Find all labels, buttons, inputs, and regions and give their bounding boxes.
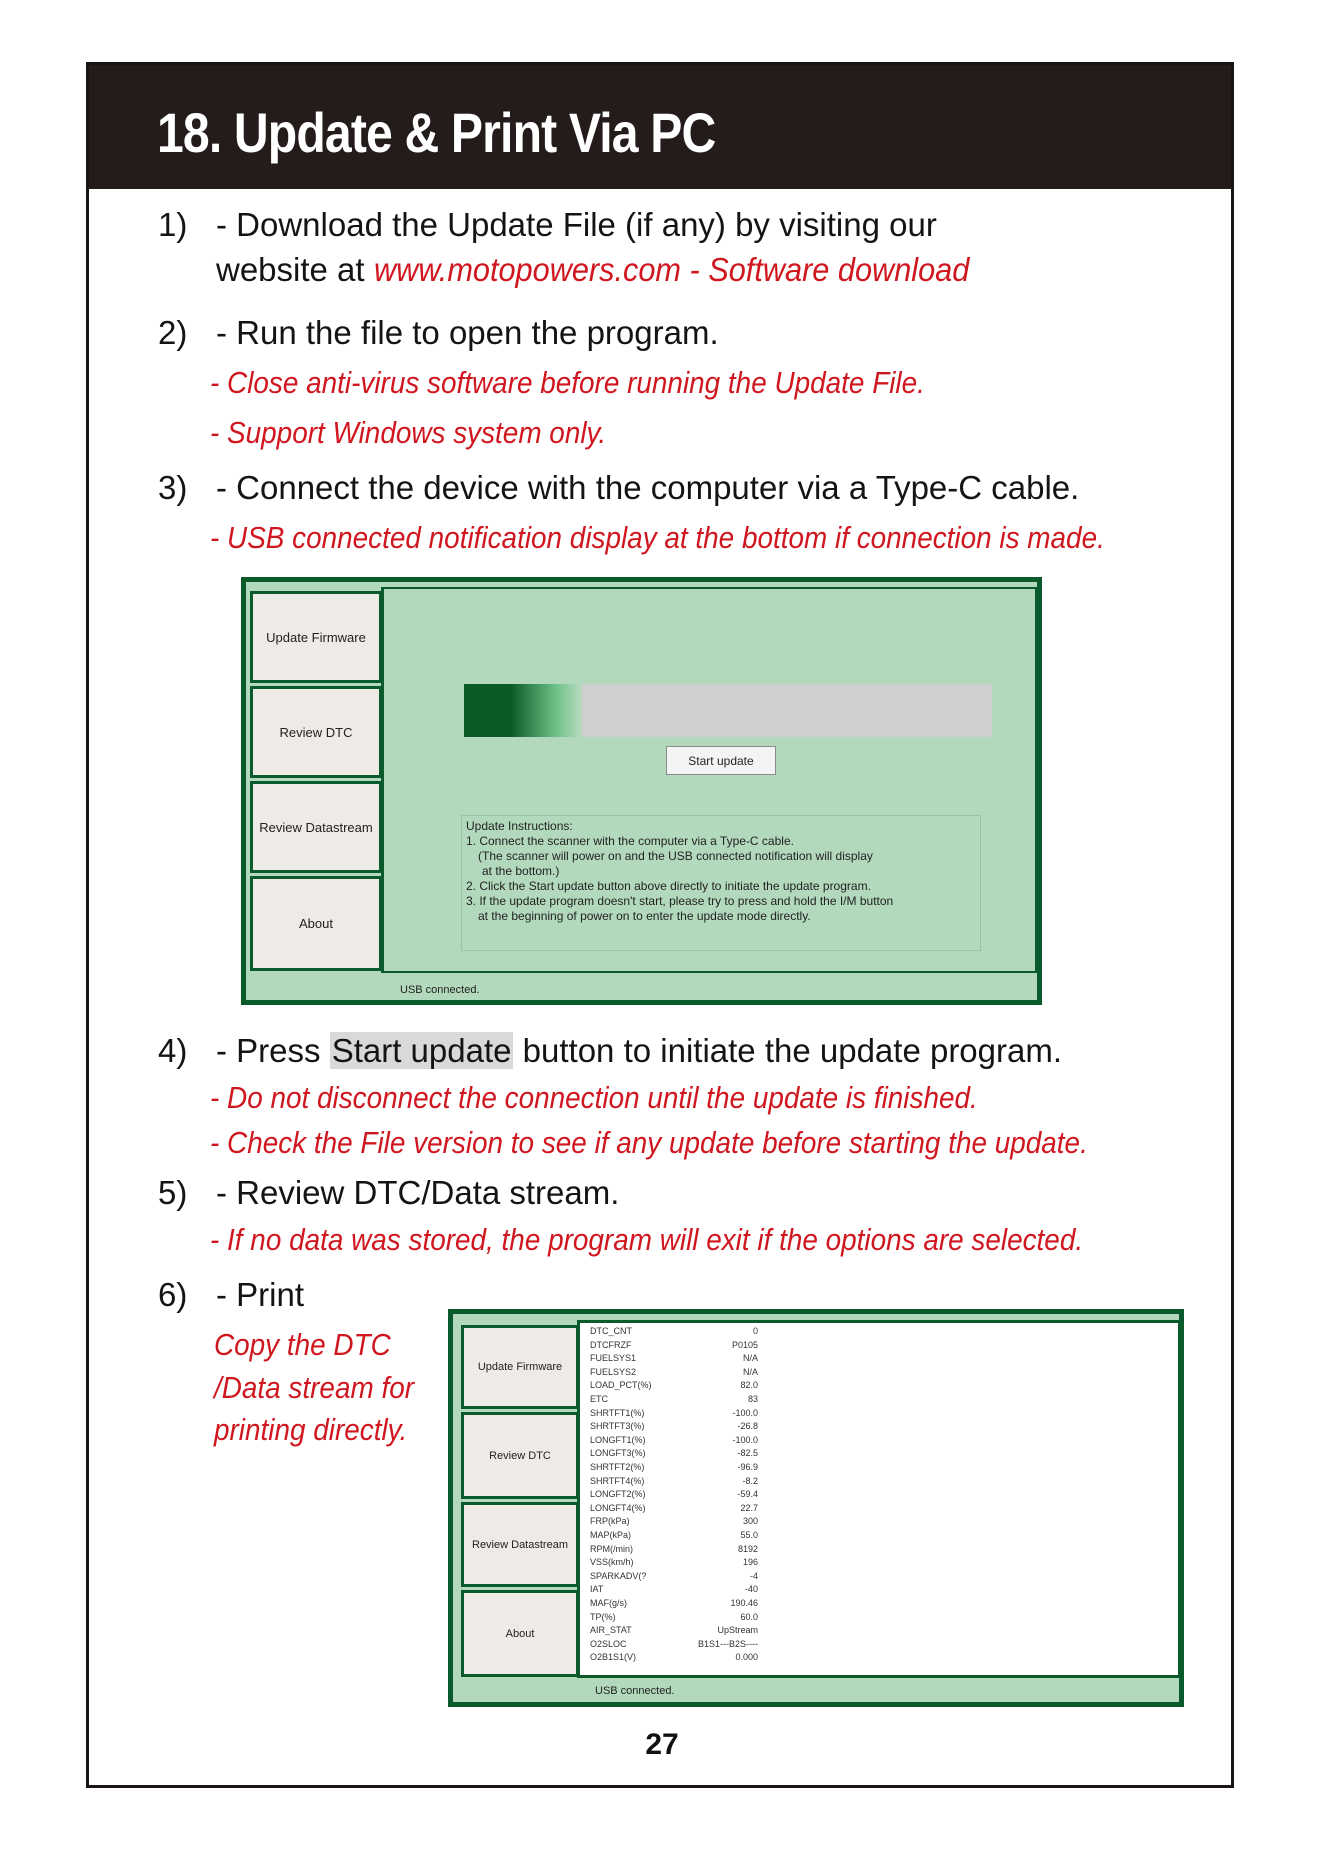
datastream-key: LONGFT3(%) bbox=[590, 1448, 646, 1459]
step-number: 6) bbox=[158, 1276, 188, 1313]
instruction-line: Update Instructions: bbox=[466, 819, 573, 833]
datastream-value: 8192 bbox=[737, 1543, 758, 1554]
menu-review-dtc[interactable]: Review DTC bbox=[250, 686, 382, 778]
datastream-row bbox=[580, 1570, 780, 1584]
datastream-value: 82.0 bbox=[740, 1380, 758, 1391]
datastream-row bbox=[580, 1583, 780, 1597]
step-text: - Print bbox=[216, 1276, 305, 1313]
status-bar-text: USB connected. bbox=[400, 984, 480, 996]
instruction-line: (The scanner will power on and the USB connected notification will display bbox=[478, 849, 873, 863]
datastream-key: SHRTFT3(%) bbox=[590, 1421, 645, 1432]
datastream-key: DTCFRZF bbox=[590, 1339, 632, 1350]
datastream-row bbox=[580, 1597, 780, 1611]
step-2-note-1: - Close anti-virus software before running the Update File. bbox=[210, 365, 925, 400]
instruction-line: 3. If the update program doesn't start, please try to press and hold the I/M button bbox=[466, 894, 894, 908]
datastream-key: AIR_STAT bbox=[590, 1625, 632, 1636]
datastream-pane bbox=[577, 1320, 1181, 1678]
datastream-row bbox=[580, 1366, 780, 1380]
page-header bbox=[89, 65, 1231, 189]
step-2 bbox=[158, 313, 719, 353]
step-2-note-2: - Support Windows system only. bbox=[210, 415, 607, 450]
step-5-note-1: - If no data was stored, the program will exit if the options are selected. bbox=[210, 1222, 1084, 1257]
step-5 bbox=[158, 1173, 619, 1213]
update-tool-screenshot bbox=[241, 577, 1042, 1005]
datastream-row bbox=[580, 1393, 780, 1407]
datastream-value: 300 bbox=[742, 1516, 758, 1527]
menu-review-datastream[interactable]: Review Datastream bbox=[461, 1502, 579, 1587]
datastream-value: 83 bbox=[747, 1394, 758, 1404]
step-number: 4) bbox=[158, 1032, 188, 1069]
datastream-value: 0 bbox=[752, 1326, 758, 1336]
update-instructions bbox=[461, 815, 981, 951]
step-4 bbox=[158, 1031, 1062, 1071]
progress-bar-fill bbox=[464, 684, 580, 737]
step-text: - Press bbox=[216, 1032, 330, 1069]
step-6 bbox=[158, 1275, 304, 1315]
datastream-value: -59.4 bbox=[737, 1489, 758, 1500]
datastream-key: SPARKADV(? bbox=[590, 1570, 647, 1581]
datastream-key: SHRTFT4(%) bbox=[590, 1475, 645, 1486]
datastream-value: B1S1---B2S---- bbox=[697, 1638, 758, 1649]
datastream-screenshot bbox=[448, 1309, 1184, 1707]
datastream-key: O2SLOC bbox=[590, 1638, 627, 1649]
step-1 bbox=[158, 205, 937, 245]
datastream-value: N/A bbox=[742, 1366, 758, 1377]
datastream-key: MAP(kPa) bbox=[590, 1530, 632, 1540]
datastream-value: UpStream bbox=[717, 1625, 758, 1636]
instruction-line: at the bottom.) bbox=[482, 864, 560, 878]
datastream-value: 60.0 bbox=[740, 1611, 758, 1622]
step-6-note-3: printing directly. bbox=[214, 1412, 408, 1447]
step-6-note-1: Copy the DTC bbox=[214, 1327, 391, 1362]
step-text: - Run the file to open the program. bbox=[216, 314, 719, 351]
step-text: button to initiate the update program. bbox=[513, 1032, 1063, 1069]
datastream-key: FUELSYS1 bbox=[590, 1353, 637, 1364]
datastream-row bbox=[580, 1638, 780, 1652]
step-4-note-1: - Do not disconnect the connection until the update is finished. bbox=[210, 1080, 978, 1115]
datastream-key: LONGFT4(%) bbox=[590, 1502, 646, 1513]
menu-about[interactable]: About bbox=[250, 876, 382, 971]
page-number: 27 bbox=[645, 1728, 679, 1761]
datastream-value: -26.8 bbox=[737, 1421, 758, 1432]
step-text: - Connect the device with the computer via a Type-C cable. bbox=[216, 469, 1080, 506]
datastream-row bbox=[580, 1529, 780, 1543]
datastream-key: LOAD_PCT(%) bbox=[590, 1380, 652, 1391]
datastream-row bbox=[580, 1556, 780, 1570]
datastream-value: -100.0 bbox=[732, 1434, 758, 1445]
datastream-key: RPM(/min) bbox=[590, 1543, 633, 1554]
datastream-key: FUELSYS2 bbox=[590, 1366, 637, 1377]
page-title: 18. Update & Print Via PC bbox=[157, 101, 716, 164]
datastream-row bbox=[580, 1651, 780, 1665]
datastream-key: SHRTFT2(%) bbox=[590, 1462, 645, 1472]
step-3-note-1: - USB connected notification display at the bottom if connection is made. bbox=[210, 520, 1105, 555]
datastream-row bbox=[580, 1624, 780, 1638]
datastream-key: TP(%) bbox=[590, 1611, 616, 1622]
datastream-key: FRP(kPa) bbox=[590, 1516, 630, 1527]
datastream-key: LONGFT2(%) bbox=[590, 1489, 646, 1500]
datastream-key: ETC bbox=[590, 1394, 608, 1404]
datastream-row bbox=[580, 1475, 780, 1489]
step-4-note-2: - Check the File version to see if any update before starting the update. bbox=[210, 1125, 1088, 1160]
datastream-value: -40 bbox=[744, 1584, 758, 1595]
menu-about[interactable]: About bbox=[461, 1590, 579, 1677]
datastream-row bbox=[580, 1543, 780, 1557]
step-number: 3) bbox=[158, 469, 188, 506]
datastream-value: 196 bbox=[742, 1557, 758, 1568]
datastream-row bbox=[580, 1488, 780, 1502]
menu-update-firmware[interactable]: Update Firmware bbox=[461, 1325, 579, 1409]
datastream-row bbox=[580, 1447, 780, 1461]
datastream-row bbox=[580, 1611, 780, 1625]
datastream-key: DTC_CNT bbox=[590, 1326, 632, 1336]
datastream-value: 0.000 bbox=[735, 1652, 758, 1663]
step-6-note-2: /Data stream for bbox=[214, 1370, 415, 1405]
datastream-row bbox=[580, 1434, 780, 1448]
datastream-value: 190.46 bbox=[730, 1598, 758, 1608]
datastream-row bbox=[580, 1339, 780, 1353]
datastream-row bbox=[580, 1379, 780, 1393]
datastream-row bbox=[580, 1352, 780, 1366]
instruction-line: 2. Click the Start update button above directly to initiate the update program. bbox=[466, 879, 871, 893]
datastream-row bbox=[580, 1420, 780, 1434]
datastream-value: -96.9 bbox=[737, 1462, 758, 1472]
datastream-value: P0105 bbox=[731, 1339, 758, 1350]
step-1-line2 bbox=[216, 250, 1014, 290]
website-link[interactable]: www.motopowers.com - Software download bbox=[373, 251, 970, 288]
datastream-row bbox=[580, 1461, 780, 1475]
datastream-key: O2B1S1(V) bbox=[590, 1652, 637, 1663]
datastream-key: MAF(g/s) bbox=[590, 1598, 627, 1608]
datastream-value: -100.0 bbox=[732, 1407, 758, 1418]
start-update-highlight: Start update bbox=[331, 1032, 512, 1069]
datastream-key: IAT bbox=[590, 1584, 604, 1595]
datastream-value: 22.7 bbox=[740, 1502, 758, 1513]
step-3 bbox=[158, 468, 1079, 508]
datastream-value: -82.5 bbox=[737, 1448, 758, 1459]
datastream-row bbox=[580, 1325, 780, 1339]
progress-bar-track bbox=[582, 684, 992, 737]
datastream-key: SHRTFT1(%) bbox=[590, 1407, 645, 1418]
datastream-key: VSS(km/h) bbox=[590, 1557, 634, 1568]
datastream-row bbox=[580, 1502, 780, 1516]
menu-review-dtc[interactable]: Review DTC bbox=[461, 1412, 579, 1499]
step-text: - Review DTC/Data stream. bbox=[216, 1174, 620, 1211]
datastream-row bbox=[580, 1407, 780, 1421]
instruction-line: at the beginning of power on to enter the update mode directly. bbox=[478, 909, 811, 923]
menu-update-firmware[interactable]: Update Firmware bbox=[250, 591, 382, 683]
datastream-value: 55.0 bbox=[740, 1530, 758, 1540]
datastream-row bbox=[580, 1515, 780, 1529]
status-bar-text: USB connected. bbox=[595, 1685, 675, 1697]
datastream-value: -4 bbox=[749, 1570, 758, 1581]
datastream-value: -8.2 bbox=[742, 1475, 758, 1486]
step-text: - Download the Update File (if any) by visiting our bbox=[216, 206, 937, 243]
datastream-value: N/A bbox=[742, 1353, 758, 1364]
start-update-button[interactable]: Start update bbox=[666, 746, 776, 775]
step-number: 5) bbox=[158, 1174, 188, 1211]
step-number: 2) bbox=[158, 314, 188, 351]
step-text: website at bbox=[216, 251, 374, 288]
step-number: 1) bbox=[158, 206, 188, 243]
menu-review-datastream[interactable]: Review Datastream bbox=[250, 781, 382, 873]
datastream-key: LONGFT1(%) bbox=[590, 1434, 646, 1445]
instruction-line: 1. Connect the scanner with the computer via a Type-C cable. bbox=[466, 834, 794, 848]
